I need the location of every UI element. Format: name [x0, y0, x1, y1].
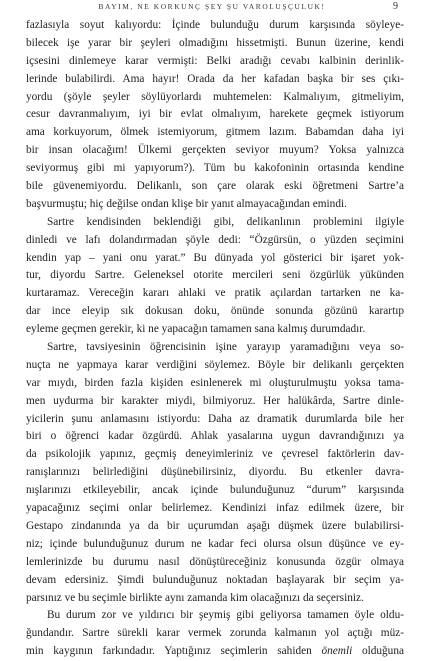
text-line — [26, 89, 404, 107]
text-line-content: kendin yap – yani onu yarat.” Bu dünyada yol gösterici bir işaret yok- — [26, 251, 404, 264]
text-line — [26, 554, 404, 572]
text-line-content: yapacağınız seçimi onlar belirlemez. Kendinizi infaz edilmek üzere, bir — [26, 502, 404, 515]
text-line — [26, 232, 404, 250]
text-line-content: yicilerin şunu anlamasını istiyordu: Daha az dramatik durumlarda bile her — [26, 412, 404, 425]
text-line — [26, 607, 404, 625]
page-number: 9 — [393, 1, 398, 12]
text-line-content: ama korkuyorum, ölmek istemiyorum, gitmem lazım. Babamdan daha iyi — [26, 126, 404, 139]
text-line — [26, 375, 404, 393]
emphasized-word: önemli — [321, 645, 353, 658]
text-line — [26, 35, 404, 53]
text-line — [26, 71, 404, 89]
text-line-content: nışlarınızı etkileyebilir, ancak içinde bulunduğunuz “durum” karşısında — [26, 484, 404, 497]
text-line-content: biri o öğrenci kadar özgürdü. Ahlak yasalarına uygun davrandığınızı ya — [26, 430, 404, 443]
text-line-content: dinledi ve lafı dolandırmadan şöyle dedi: “Özgürsün, o yüzden seçimini — [26, 233, 404, 246]
text-line-content: devam edersiniz. Şimdi bulunduğunuz noktadan başlayarak bir seçim ya- — [26, 573, 404, 586]
text-line-content: eyleme geçmen gerekir, ki ne yapacağın tamamen sana kalmış durumdadır. — [26, 323, 366, 336]
text-line — [26, 160, 404, 178]
text-line-content: niz; içinde bulunduğunuz durum ne kadar feci olursa olsun düşünce ve ey- — [26, 537, 404, 550]
text-line-content: dar ince eleyip sık dokusan doku, önünde sonunda gözünü karartıp — [26, 305, 404, 318]
text-line-content: da psikolojik yapınız, geçmiş deneyimleriniz ve çevresel faktörlerin dav- — [26, 448, 404, 461]
text-line-content: bile güvenemiyordu. Delikanlı, son çare olarak eski öğretmeni Sartre’a — [26, 180, 404, 193]
text-line-content: Sartre kendisinden beklendiği gibi, delikanlının problemini ilgiyle — [47, 215, 404, 228]
text-line-content: ğundandır. Sartre sürekli karar vermek zorunda kalmanın yol açtığı müz- — [26, 627, 404, 640]
text-line — [26, 464, 404, 482]
text-line — [26, 393, 404, 411]
text-line — [26, 178, 404, 196]
text-line — [26, 482, 404, 500]
text-line — [26, 53, 404, 71]
text-line — [26, 625, 404, 643]
text-line — [26, 285, 404, 303]
text-line — [26, 357, 404, 375]
text-line — [26, 321, 404, 339]
text-line — [26, 518, 404, 536]
text-line-content: fazlasıyla soyut kalıyordu: İçinde bulunduğu durum karşısında söyleye- — [26, 19, 404, 31]
text-line-content: yordu (şöyle şeyler söylüyorlardı muhtemelen: Kalmalıyım, gitmeliyim, — [26, 90, 404, 103]
text-line — [26, 500, 404, 518]
text-line — [26, 446, 404, 464]
text-line-content: Sartre, tavsiyesinin öğrencisinin işine yarayıp yaramadığını veya so- — [47, 341, 404, 354]
text-line — [26, 17, 404, 35]
text-line-content: içsesini dinlemeye karar vermişti: Belki aradığı cevabı kalbinin derinlik- — [26, 54, 404, 67]
text-line-content: lemlerinizde bu durumu nasıl dönüştüreceğiniz konusunda özgür olmaya — [26, 555, 404, 568]
text-line-content: lerinde bulabilirdi. Ama hayır! Orada da her kafadan başka bir ses çıkı- — [26, 72, 404, 85]
text-line-content: Gestapo zindanında ya da bir uçurumdan aşağı düşmek üzere bulabilirsi- — [26, 519, 404, 532]
text-line-content: cesur davranmalıyım, iyi bir evlat olmalıyım, harekete geçmek istiyorum — [26, 108, 404, 121]
text-line — [26, 303, 404, 321]
text-line — [26, 250, 404, 268]
text-line — [26, 536, 404, 554]
text-line — [26, 590, 404, 608]
text-line — [26, 411, 404, 429]
text-line — [26, 339, 404, 357]
page-header — [0, 0, 424, 16]
text-line — [26, 428, 404, 446]
text-line — [26, 124, 404, 142]
text-line-content: bilecek işe yarar bir şeyleri olmadığını hissetmişti. Bunun üzerine, kendi — [26, 36, 404, 49]
text-line-content: ranışlarınızı belirlediğini düşünebilirsiniz, diyordu. Bu etkenler davra- — [26, 466, 404, 479]
text-line-content: Bu durum zor ve yıldırıcı bir şeymiş gibi geliyorsa tamamen öyle oldu- — [47, 609, 404, 622]
body-text — [26, 17, 404, 661]
text-line-content: parsınız ve bu seçimle birlikte aynı zamanda kim olacağınızı da seçersiniz. — [26, 591, 364, 604]
text-line — [26, 267, 404, 285]
text-line — [26, 196, 404, 214]
text-line-content: nuçta ne yapmaya karar verdiğini söylemez. Böyle bir delikanlı gerçekten — [26, 358, 404, 371]
text-line — [26, 214, 404, 232]
text-line-content: seviyormuş gibi mi yapıyorum?). Tüm bu kakofoninin ortasında kendine — [26, 162, 404, 175]
text-line-content: kurtaramaz. Vereceğin kararı ahlaki ve pratik açılardan tartarken ne ka- — [26, 287, 404, 300]
text-line-content: men uydurma bir karakter miydi, bilmiyoruz. Her halükârda, Sartre dinle- — [26, 394, 404, 407]
running-head: BAYIM, NE KORKUNÇ ŞEY ŞU VAROLUŞÇULUK! — [98, 2, 326, 11]
text-line-content: bir insan olacağım! Ülkemi gerçekten seviyor muyum? Yoksa yalnızca — [26, 144, 404, 157]
text-line-content: tur, diyordu Sartre. Geleneksel otorite mercileri seni özgürlük yükünden — [26, 269, 404, 282]
text-line-content: başvurmuştu; hiç değilse ondan klişe bir yanıt almayacağından emindi. — [26, 197, 347, 210]
text-line-tail: olduğuna — [352, 645, 404, 658]
text-line — [26, 643, 404, 661]
text-line-content: var mıydı, birden fazla kişiden esinlenerek mi oluşturulmuştu yoksa tama- — [26, 376, 404, 389]
text-line — [26, 106, 404, 124]
text-line — [26, 142, 404, 160]
text-line — [26, 572, 404, 590]
text-line-content: min kaygının farkındadır. Yaptığınız seçimlerin sahiden — [26, 645, 312, 658]
